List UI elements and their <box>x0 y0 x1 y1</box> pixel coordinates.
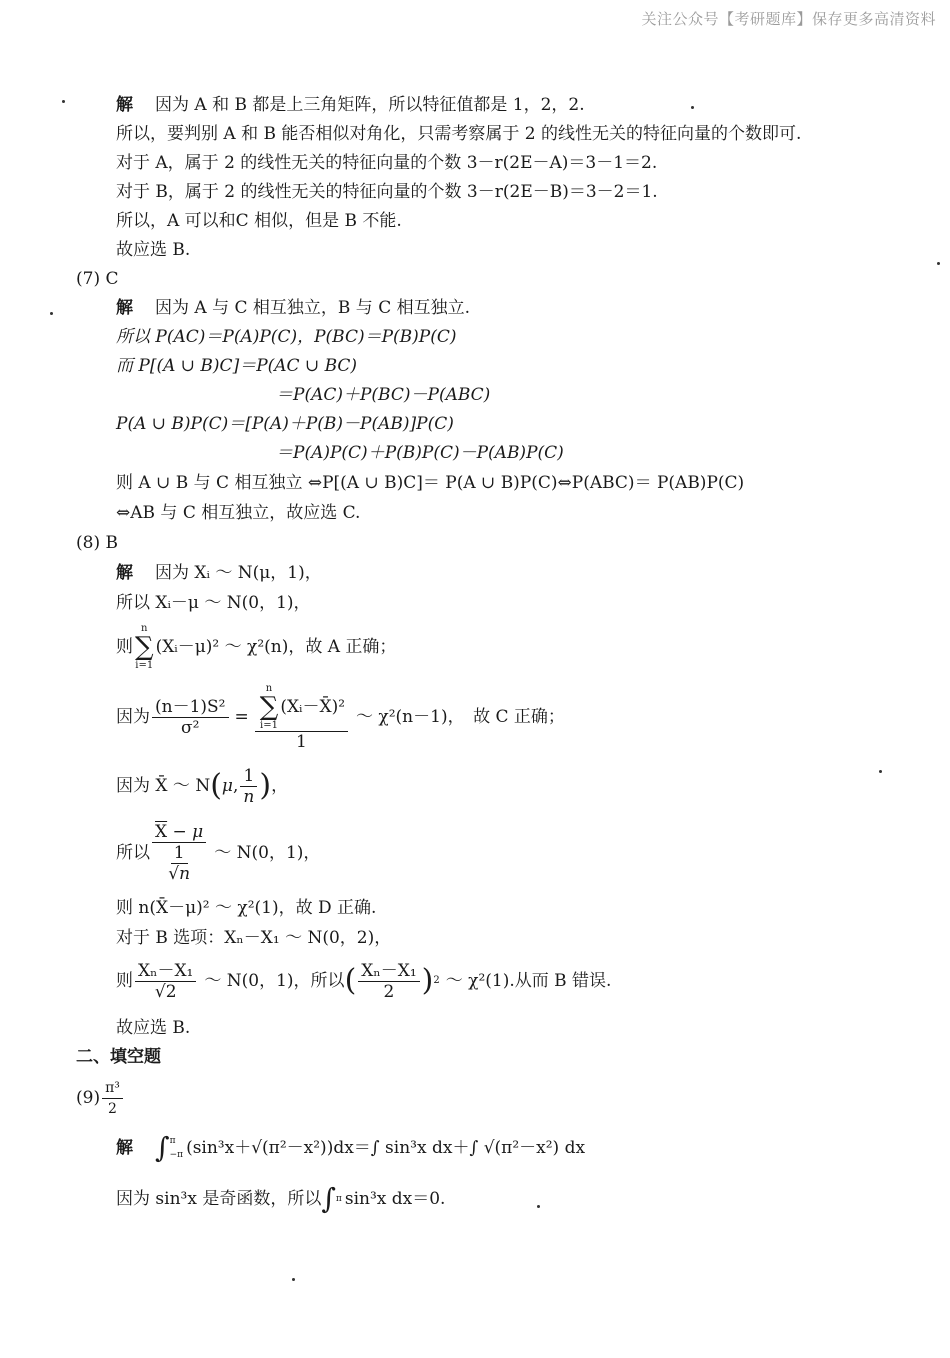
p8-line-2: 所以 Xᵢ－μ ～ N(0，1)， <box>116 593 311 613</box>
fraction-3: $\frac{1}{n}$ <box>240 766 257 807</box>
scan-speck <box>937 262 940 265</box>
p8-l4-pre: 因为 <box>116 707 150 727</box>
fraction-2: n ∑ i=1 (Xᵢ－X̄)² 1 <box>255 683 348 752</box>
summation-symbol: n ∑ i=1 <box>259 682 279 731</box>
solution-label: 解 <box>116 95 133 115</box>
section-title: 二、填空题 <box>76 1047 161 1067</box>
p7-line-6: ＝P(A)P(C)＋P(B)P(C)－P(AB)P(C) <box>276 443 564 463</box>
p8-line-6: 所以 $\overline{X} - \mu$ 1 √n ～ N(0，1)， <box>116 822 321 884</box>
p8-line-3 <box>116 622 396 672</box>
solution-label: 解 <box>116 563 133 583</box>
p7-line-1 <box>116 297 470 319</box>
p7-text-1: 因为 A 与 C 相互独立，B 与 C 相互独立. <box>155 298 471 318</box>
p8-label: (8) B <box>76 533 118 553</box>
scan-speck <box>50 312 53 315</box>
p6-text-1: 因为 A 和 B 都是上三角矩阵，所以特征值都是 1，2，2. <box>155 95 585 115</box>
p8-text-1: 因为 Xᵢ ～ N(μ，1)， <box>155 563 322 583</box>
integral-symbol: ∫ <box>155 1131 170 1164</box>
solution-label: 解 <box>116 298 133 318</box>
p7-line-3: 而 P[(A ∪ B)C]＝P(AC ∪ BC) <box>116 356 358 376</box>
p9-l2-post: sin³x dx＝0. <box>344 1189 446 1209</box>
p7-line-8: ⇔AB 与 C 相互独立，故应选 C. <box>116 503 361 523</box>
p9-line-2: 因为 sin³x 是奇函数，所以 ∫ π sin³x dx＝0. <box>116 1182 446 1215</box>
p8-l3-pre: 则 <box>116 637 133 657</box>
scan-speck <box>292 1278 295 1281</box>
scan-speck <box>691 106 694 109</box>
p8-line-10: 故应选 B. <box>116 1018 191 1038</box>
p6-line-1 <box>116 94 585 116</box>
p8-line-1 <box>116 562 322 584</box>
fraction-5: $\frac{\text{Xₙ－X₁}}{√2}$ <box>135 961 196 1002</box>
p7-line-5: P(A ∪ B)P(C)＝[P(A)＋P(B)－P(AB)]P(C) <box>116 414 454 434</box>
watermark: 关注公众号【考研题库】保存更多高清资料 <box>641 10 936 28</box>
integral-symbol: ∫ <box>321 1182 336 1215</box>
p7-line-2: 所以 P(AC)＝P(A)P(C)，P(BC)＝P(B)P(C) <box>116 327 457 347</box>
p6-line-2: 所以，要判别 A 和 B 能否相似对角化，只需考察属于 2 的线性无关的特征向量的个数即可. <box>116 124 802 144</box>
p8-line-7: 则 n(X̄－μ)² ～ χ²(1)，故 D 正确. <box>116 898 377 918</box>
p6-line-4: 对于 B，属于 2 的线性无关的特征向量的个数 3－r(2E－B)＝3－2＝1. <box>116 182 658 202</box>
p9-line-1: 解 ∫ π −π (sin³x＋√(π²－x²))dx＝∫ sin³x dx＋∫ √(π²－x²) dx <box>116 1131 586 1164</box>
scan-speck <box>879 770 882 773</box>
summation-symbol: n ∑ i=1 <box>135 623 154 671</box>
solution-label: 解 <box>116 1138 133 1158</box>
p9-l2-pre: 因为 sin³x 是奇函数，所以 <box>116 1189 322 1209</box>
p7-label: (7) C <box>76 269 119 289</box>
p8-l6-pre: 所以 <box>116 843 150 863</box>
fraction-1: $\frac{\text{(n－1)S²}}{\text{σ²}}$ <box>152 697 229 738</box>
p8-l9-pre: 则 <box>116 971 133 991</box>
p8-line-4: 因为 $\frac{\text{(n－1)S²}}{\text{σ²}}$ = n ∑ i=1 (Xᵢ－X̄)² 1 ～ χ²(n－1)， 故 C 正确； <box>116 682 565 752</box>
p8-l3-post: (Xᵢ－μ)² ～ χ²(n)，故 A 正确； <box>155 637 397 657</box>
fraction-6: $\frac{\text{Xₙ－X₁}}{2}$ <box>358 961 419 1002</box>
p8-l5-pre: 因为 X̄ ～ N <box>116 776 211 796</box>
p7-line-7: 则 A ∪ B 与 C 相互独立 ⇔P[(A ∪ B)C]＝ P(A ∪ B)P(C)⇔P(ABC)＝ P(AB)P(C) <box>116 473 745 493</box>
p8-l4-post: ～ χ²(n－1)， 故 C 正确； <box>356 707 565 727</box>
answer-fraction: $\frac{\text{π³}}{2}$ <box>102 1078 123 1119</box>
scan-speck <box>537 1205 540 1208</box>
p9-label: (9) $\frac{\text{π³}}{2}$ <box>76 1074 125 1122</box>
p8-line-8: 对于 B 选项：Xₙ－X₁ ～ N(0，2)， <box>116 928 392 948</box>
scan-speck <box>62 100 65 103</box>
p8-line-9: 则 $\frac{\text{Xₙ－X₁}}{√2}$ ～ N(0，1)，所以 ( $\frac{\text{Xₙ－X₁}}{2}$ ) 2 ～ χ²(1).从而 B 错误. <box>116 960 612 1002</box>
fraction-4: $\overline{X} - \mu$ 1 √n <box>152 822 206 884</box>
p6-line-3: 对于 A，属于 2 的线性无关的特征向量的个数 3－r(2E－A)＝3－1＝2. <box>116 153 658 173</box>
p7-line-4: ＝P(AC)＋P(BC)－P(ABC) <box>276 385 491 405</box>
p6-line-6: 故应选 B. <box>116 240 191 260</box>
p8-line-5: 因为 X̄ ～ N ( μ , $\frac{1}{n}$ ) ， <box>116 765 289 807</box>
p6-line-5: 所以，A 可以和C 相似，但是 B 不能. <box>116 211 402 231</box>
p9-equation: (sin³x＋√(π²－x²))dx＝∫ sin³x dx＋∫ √(π²－x²) dx <box>186 1138 586 1158</box>
